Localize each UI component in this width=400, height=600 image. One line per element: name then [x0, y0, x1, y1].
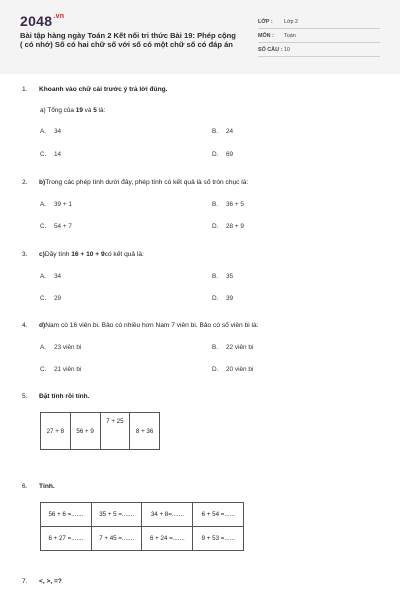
compute-grid — [40, 502, 244, 551]
question-4: 4. d)Nam có 16 viên bi. Bảo có nhiều hơn Nam 7 viên bi. Bảo có số viên bi là: — [22, 322, 259, 329]
option-c[interactable]: C. 54 + 7 — [40, 223, 72, 230]
question-1-sub: a) Tổng của 19 và 5 là: — [40, 107, 106, 114]
option-c[interactable]: C. 21 viên bi — [40, 366, 82, 373]
option-b[interactable]: B. 22 viên bi — [212, 344, 254, 351]
question-3: 3. c)Dãy tính 16 + 10 + 9có kết quả là: — [22, 251, 144, 258]
compute-cell: 35 + 5 =....... — [91, 503, 142, 527]
question-7-title: <, >, =? — [39, 578, 62, 585]
question-6: 6. Tính. — [22, 483, 55, 490]
calc-cell: 7 + 25 — [100, 413, 130, 450]
calc-cell: 27 + 8 — [41, 413, 71, 450]
option-a[interactable]: A. 23 viên bi — [40, 344, 82, 351]
compute-cell: 7 + 45 =....... — [91, 527, 142, 551]
option-d[interactable]: D. 39 — [212, 295, 234, 302]
compute-cell: 34 + 8=....... — [142, 503, 193, 527]
question-5: 5. Đặt tính rồi tính. — [22, 393, 90, 400]
compute-cell: 6 + 54 =...... — [193, 503, 244, 527]
logo-text: 2048 — [20, 13, 53, 29]
option-a[interactable]: A. 39 + 1 — [40, 201, 72, 208]
page-header — [0, 0, 400, 74]
question-6-title: Tính. — [39, 483, 55, 490]
site-logo[interactable] — [20, 13, 64, 29]
option-d[interactable]: D. 69 — [212, 151, 234, 158]
question-4-text: Nam có 16 viên bi. Bảo có nhiều hơn Nam 7 viên bi. Bảo có số viên bi là: — [45, 322, 259, 329]
question-2-text: Trong các phép tính dưới đây, phép tính có kết quả là số tròn chục là: — [45, 179, 249, 186]
question-5-title: Đặt tính rồi tính. — [39, 393, 90, 400]
document-title: Bài tập hàng ngày Toán 2 Kết nối tri thức Bài 19: Phép cộng ( có nhớ) Số có hai chữ số với số có một chữ số có đáp án — [20, 31, 236, 49]
logo-suffix: .vn — [53, 13, 65, 20]
meta-grade: LỚP : Lớp 2 — [258, 18, 380, 29]
meta-subject: MÔN : Toán — [258, 32, 380, 43]
option-d[interactable]: D. 28 + 9 — [212, 223, 244, 230]
option-b[interactable]: B. 24 — [212, 128, 234, 135]
vertical-calc-grid — [40, 412, 160, 450]
option-c[interactable]: C. 29 — [40, 295, 62, 302]
option-b[interactable]: B. 35 — [212, 273, 234, 280]
option-b[interactable]: B. 36 + 5 — [212, 201, 244, 208]
option-a[interactable]: A. 34 — [40, 273, 62, 280]
meta-question-count: SỐ CÂU : 10 — [258, 46, 380, 57]
calc-cell: 56 + 9 — [70, 413, 100, 450]
option-d[interactable]: D. 20 viên bi — [212, 366, 254, 373]
compute-cell: 6 + 24 =....... — [142, 527, 193, 551]
calc-cell: 8 + 36 — [130, 413, 160, 450]
question-2: 2. b)Trong các phép tính dưới đây, phép tính có kết quả là số tròn chục là: — [22, 179, 249, 186]
option-a[interactable]: A. 34 — [40, 128, 62, 135]
question-1-title: Khoanh vào chữ cái trước ý trả lời đúng. — [39, 86, 168, 93]
option-c[interactable]: C. 14 — [40, 151, 62, 158]
compute-cell: 6 + 27 =....... — [41, 527, 92, 551]
compute-cell: 9 + 53 =...... — [193, 527, 244, 551]
compute-cell: 56 + 6 =....... — [41, 503, 92, 527]
question-1: 1. Khoanh vào chữ cái trước ý trả lời đúng. — [22, 86, 168, 93]
question-7: 7. <, >, =? — [22, 578, 62, 585]
